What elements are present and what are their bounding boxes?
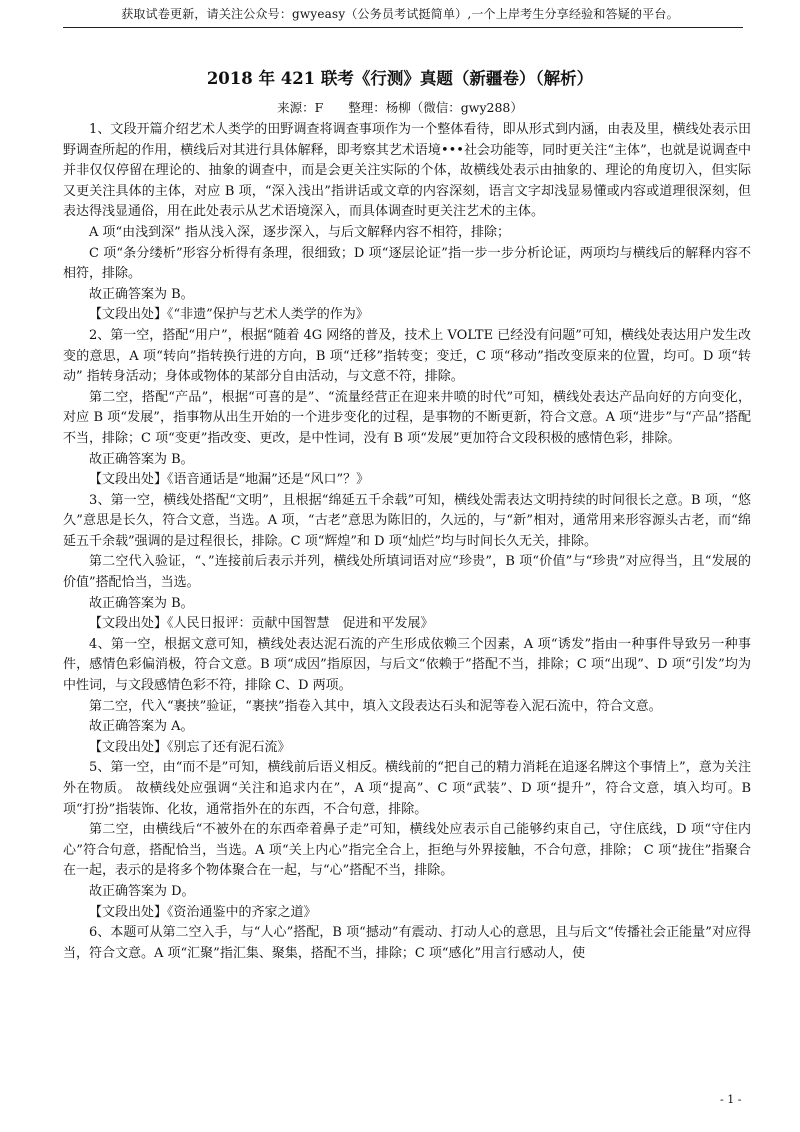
paragraph: 2、第一空，搭配“用户”，根据“随着 4G 网络的普及，技术上 VOLTE 已经没有问题”可知，横线处表达用户发生改变的意思，A 项“转向”指转换行进的方向，B 项“迁移”指转变；变迁，C 项“移动”指改变原来的位置，均可。D 项“转动” 指转身活动；身体或物体的某部分自由活动，与文意不符，排除。: [63, 327, 751, 385]
paragraph: 【文段出处】《人民日报评：贡献中国智慧 促进和平发展》: [89, 616, 434, 632]
paragraph: 【文段出处】《资治通鉴中的齐家之道》: [89, 904, 317, 920]
paragraph: 故正确答案为 A。: [89, 719, 194, 735]
paragraph: 3、第一空，横线处搭配“文明”，且根据“绵延五千余载”可知，横线处需表达文明持续的时间很长之意。B 项，“悠久”意思是长久，符合文意，当选。A 项，“古老”意思为陈旧的，久远的，与“新”相对，通常用来形容源头古老，而“绵延五千余载”强调的是过程很长，排除。C 项“辉煌”和 D 项“灿烂”均与时间长久无关，排除。: [63, 492, 751, 549]
paragraph: 第二空代入验证，“、”连接前后表示并列，横线处所填词语对应“珍贵”，B 项“价值”与“珍贵”对应得当，且“发展的价值”搭配恰当，当选。: [63, 554, 751, 591]
paragraph: 故正确答案为 B。: [89, 451, 194, 467]
document-body: [63, 120, 751, 964]
paragraph: 故正确答案为 B。: [89, 595, 194, 611]
paragraph: 第二空，由横线后“不被外在的东西牵着鼻子走”可知，横线处应表示自己能够约束自己，守住底线，D 项“守住内心”符合句意，搭配恰当，当选。A 项“关上内心”指完全合上，拒绝与外界接触，不合句意，排除； C 项“拢住”指聚合在一起，表示的是将多个物体聚合在一起，与“心”搭配不当，排除。: [63, 822, 751, 879]
paragraph: 1、文段开篇介绍艺术人类学的田野调查将调查事项作为一个整体看待，即从形式到内涵，由表及里，横线处表示田野调查所起的作用，横线后对其进行具体解释，即考察其艺术语境•••社会功能等，同时更关注“主体”，也就是说调查中并非仅仅停留在理论的、抽象的调查中，而是会更关注实际的个体，故横线处表示由抽象的、理论的角度切入，但实际又更关注具体的主体，对应 B 项，“深入浅出”指讲话或文章的内容深刻，语言文字却浅显易懂或内容或道理很深刻，但表达得浅显通俗，用在此处表示从艺术语境深入，而具体调查时更关注艺术的主体。: [63, 122, 751, 220]
source-line: 来源：F 整理：杨柳（微信：gwy288）: [277, 100, 523, 115]
paragraph: 【文段出处】《语音通话是“地漏”还是“风口”？》: [89, 472, 370, 488]
paragraph: 第二空，代入“裹挟”验证，“裹挟”指卷入其中，填入文段表达石头和泥等卷入泥石流中，符合文意。: [89, 698, 662, 714]
page-number: - 1 -: [720, 1093, 742, 1106]
paragraph: 第二空，搭配“产品”，根据“可喜的是”、“流量经营正在迎来井喷的时代”可知，横线处表达产品向好的方向变化，对应 B 项“发展”，指事物从出生开始的一个进步变化的过程，是事物的不断更新，符合文意。A 项“进步”与“产品”搭配不当，排除；C 项“变更”指改变、更改，是中性词，没有 B 项“发展”更加符合文段积极的感情色彩，排除。: [63, 389, 751, 446]
paragraph: 故正确答案为 D。: [89, 883, 195, 899]
paragraph: A 项“由浅到深” 指从浅入深，逐步深入，与后文解释内容不相符，排除；: [89, 224, 510, 240]
paragraph: 【文段出处】《别忘了还有泥石流》: [89, 739, 291, 755]
header-divider: [63, 27, 743, 28]
paragraph: 6、本题可从第二空入手，与“人心”搭配，B 项“撼动”有震动、打动人心的意思，且与后文“传播社会正能量”对应得当，符合文意。A 项“汇聚”指汇集、聚集，搭配不当，排除；C 项“感化”用言行感动人，使: [63, 925, 751, 961]
header-note: 获取试卷更新，请关注公众号：gwyeasy（公务员考试挺简单）,一个上岸考生分享经验和答疑的平台。: [121, 7, 679, 21]
paragraph: C 项“条分缕析”形容分析得有条理，很细致；D 项“逐层论证”指一步一步分析论证，两项均与横线后的解释内容不相符，排除。: [63, 245, 751, 282]
paragraph: 5、第一空，由“而不是”可知，横线前后语义相反。横线前的“把自己的精力消耗在追逐名牌这个事情上”，意为关注外在物质。 故横线处应强调“关注和追求内在”，A 项“提高”、C 项“武装”、D 项“提升”，符合文意，填入均可。B 项“打扮”指装饰、化妆，通常指外在的东西，不合句意，排除。: [63, 760, 751, 817]
paragraph: 4、第一空，根据文意可知，横线处表达泥石流的产生形成依赖三个因素，A 项“诱发”指由一种事件导致另一种事件，感情色彩偏消极，符合文意。B 项“成因”指原因，与后文“依赖于”搭配不当，排除；C 项“出现”、D 项“引发”均为中性词，与文段感情色彩不符，排除 C、D 两项。: [63, 636, 751, 694]
paragraph: 【文段出处】《“非遗”保护与艺术人类学的作为》: [89, 307, 369, 323]
paragraph: 故正确答案为 B。: [89, 286, 194, 302]
document-title: 2018 年 421 联考《行测》真题（新疆卷）（解析）: [206, 69, 594, 88]
